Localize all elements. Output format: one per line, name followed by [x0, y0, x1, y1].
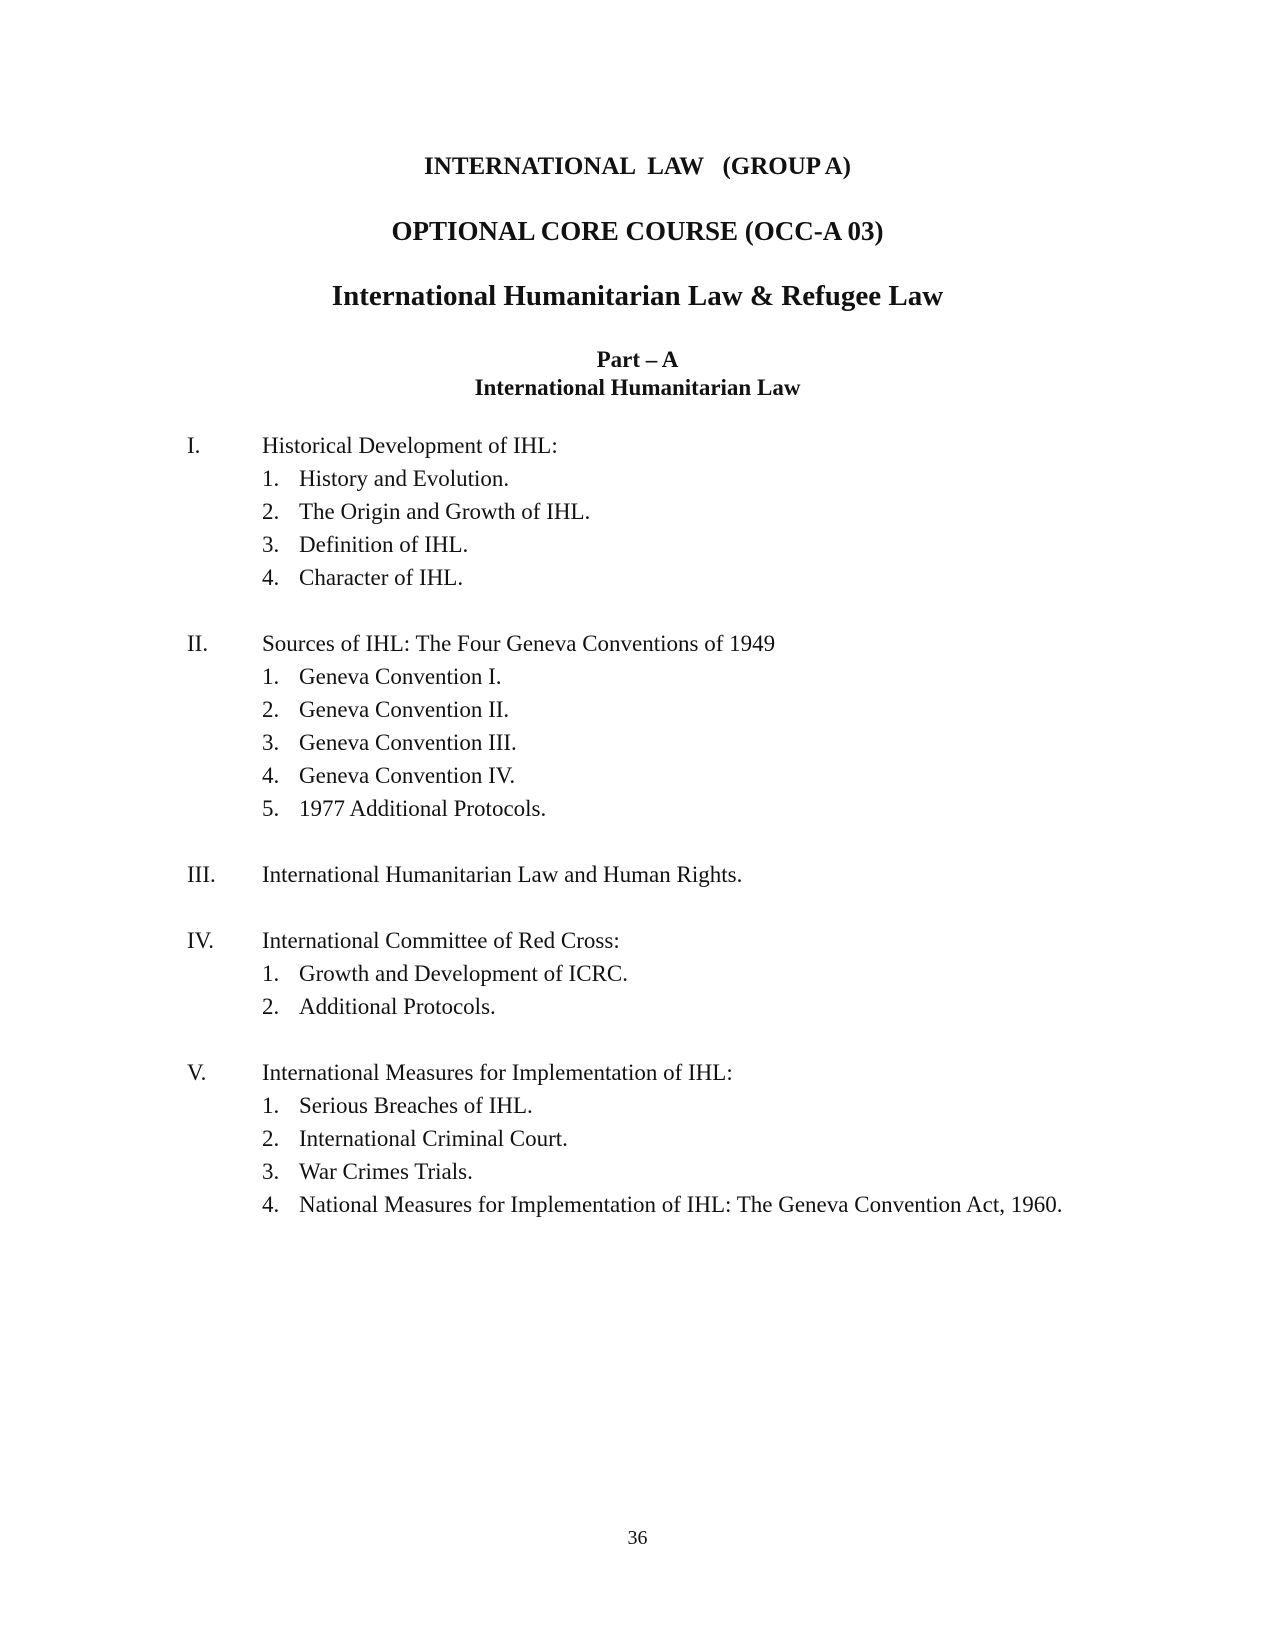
topic-number: 1.	[262, 961, 280, 986]
course-code-heading: OPTIONAL CORE COURSE (OCC-A 03)	[391, 216, 884, 246]
page-number: 36	[627, 1527, 648, 1549]
section-title: International Measures for Implementation of IHL:	[262, 1060, 733, 1085]
syllabus-section	[187, 924, 1087, 1023]
topic-list	[187, 957, 1087, 1023]
topic-text: History and Evolution.	[299, 466, 510, 491]
topic-list	[187, 1089, 1087, 1221]
topic-item	[187, 561, 1087, 594]
topic-number: 1.	[262, 664, 280, 689]
topic-number: 2.	[262, 1126, 280, 1151]
topic-text: National Measures for Implementation of IHL: The Geneva Convention Act, 1960.	[299, 1192, 1063, 1217]
part-heading	[0, 346, 1275, 402]
section-heading	[187, 429, 1087, 462]
section-title: International Committee of Red Cross:	[262, 928, 620, 953]
topic-text: Geneva Convention III.	[299, 730, 517, 755]
section-heading	[187, 1056, 1087, 1089]
syllabus-sections	[187, 429, 1087, 1254]
topic-number: 2.	[262, 499, 280, 524]
topic-item	[187, 990, 1087, 1023]
section-title: Historical Development of IHL:	[262, 433, 558, 458]
topic-text: Additional Protocols.	[299, 994, 496, 1019]
topic-text: The Origin and Growth of IHL.	[299, 499, 591, 524]
topic-number: 2.	[262, 697, 280, 722]
topic-item	[187, 660, 1087, 693]
topic-item	[187, 495, 1087, 528]
topic-text: 1977 Additional Protocols.	[299, 796, 547, 821]
topic-number: 3.	[262, 1159, 280, 1184]
topic-number: 3.	[262, 730, 280, 755]
syllabus-section	[187, 429, 1087, 594]
topic-number: 5.	[262, 796, 280, 821]
topic-text: International Criminal Court.	[299, 1126, 568, 1151]
section-heading	[187, 627, 1087, 660]
topic-text: Geneva Convention I.	[299, 664, 502, 689]
course-title-heading: International Humanitarian Law & Refugee Law	[331, 280, 944, 312]
topic-item	[187, 1122, 1087, 1155]
section-numeral: II.	[187, 631, 209, 656]
section-title: Sources of IHL: The Four Geneva Conventions of 1949	[262, 631, 776, 656]
topic-number: 2.	[262, 994, 280, 1019]
topic-text: Growth and Development of ICRC.	[299, 961, 628, 986]
syllabus-section	[187, 627, 1087, 825]
topic-text: Geneva Convention II.	[299, 697, 510, 722]
topic-text: Definition of IHL.	[299, 532, 469, 557]
topic-text: Character of IHL.	[299, 565, 464, 590]
topic-text: Geneva Convention IV.	[299, 763, 516, 788]
topic-list	[187, 660, 1087, 825]
topic-list	[187, 462, 1087, 594]
topic-number: 3.	[262, 532, 280, 557]
topic-item	[187, 792, 1087, 825]
topic-number: 1.	[262, 466, 280, 491]
topic-number: 1.	[262, 1093, 280, 1118]
syllabus-section	[187, 1056, 1087, 1221]
topic-item	[187, 726, 1087, 759]
section-heading	[187, 924, 1087, 957]
syllabus-section	[187, 858, 1087, 891]
section-numeral: IV.	[187, 928, 215, 953]
part-title: International Humanitarian Law	[474, 375, 801, 400]
topic-item	[187, 528, 1087, 561]
section-title: International Humanitarian Law and Human Rights.	[262, 862, 743, 887]
topic-item	[187, 759, 1087, 792]
section-numeral: I.	[187, 433, 201, 458]
part-label: Part – A	[596, 347, 679, 372]
section-numeral: III.	[187, 862, 216, 887]
topic-item	[187, 462, 1087, 495]
topic-number: 4.	[262, 1192, 280, 1217]
topic-item	[187, 957, 1087, 990]
section-heading	[187, 858, 1087, 891]
topic-item	[187, 1188, 1087, 1221]
topic-item	[187, 693, 1087, 726]
section-numeral: V.	[187, 1060, 207, 1085]
topic-number: 4.	[262, 763, 280, 788]
topic-text: War Crimes Trials.	[299, 1159, 473, 1184]
course-group-heading: INTERNATIONAL LAW (GROUP A)	[424, 153, 851, 180]
topic-number: 4.	[262, 565, 280, 590]
topic-item	[187, 1089, 1087, 1122]
topic-item	[187, 1155, 1087, 1188]
topic-text: Serious Breaches of IHL.	[299, 1093, 533, 1118]
